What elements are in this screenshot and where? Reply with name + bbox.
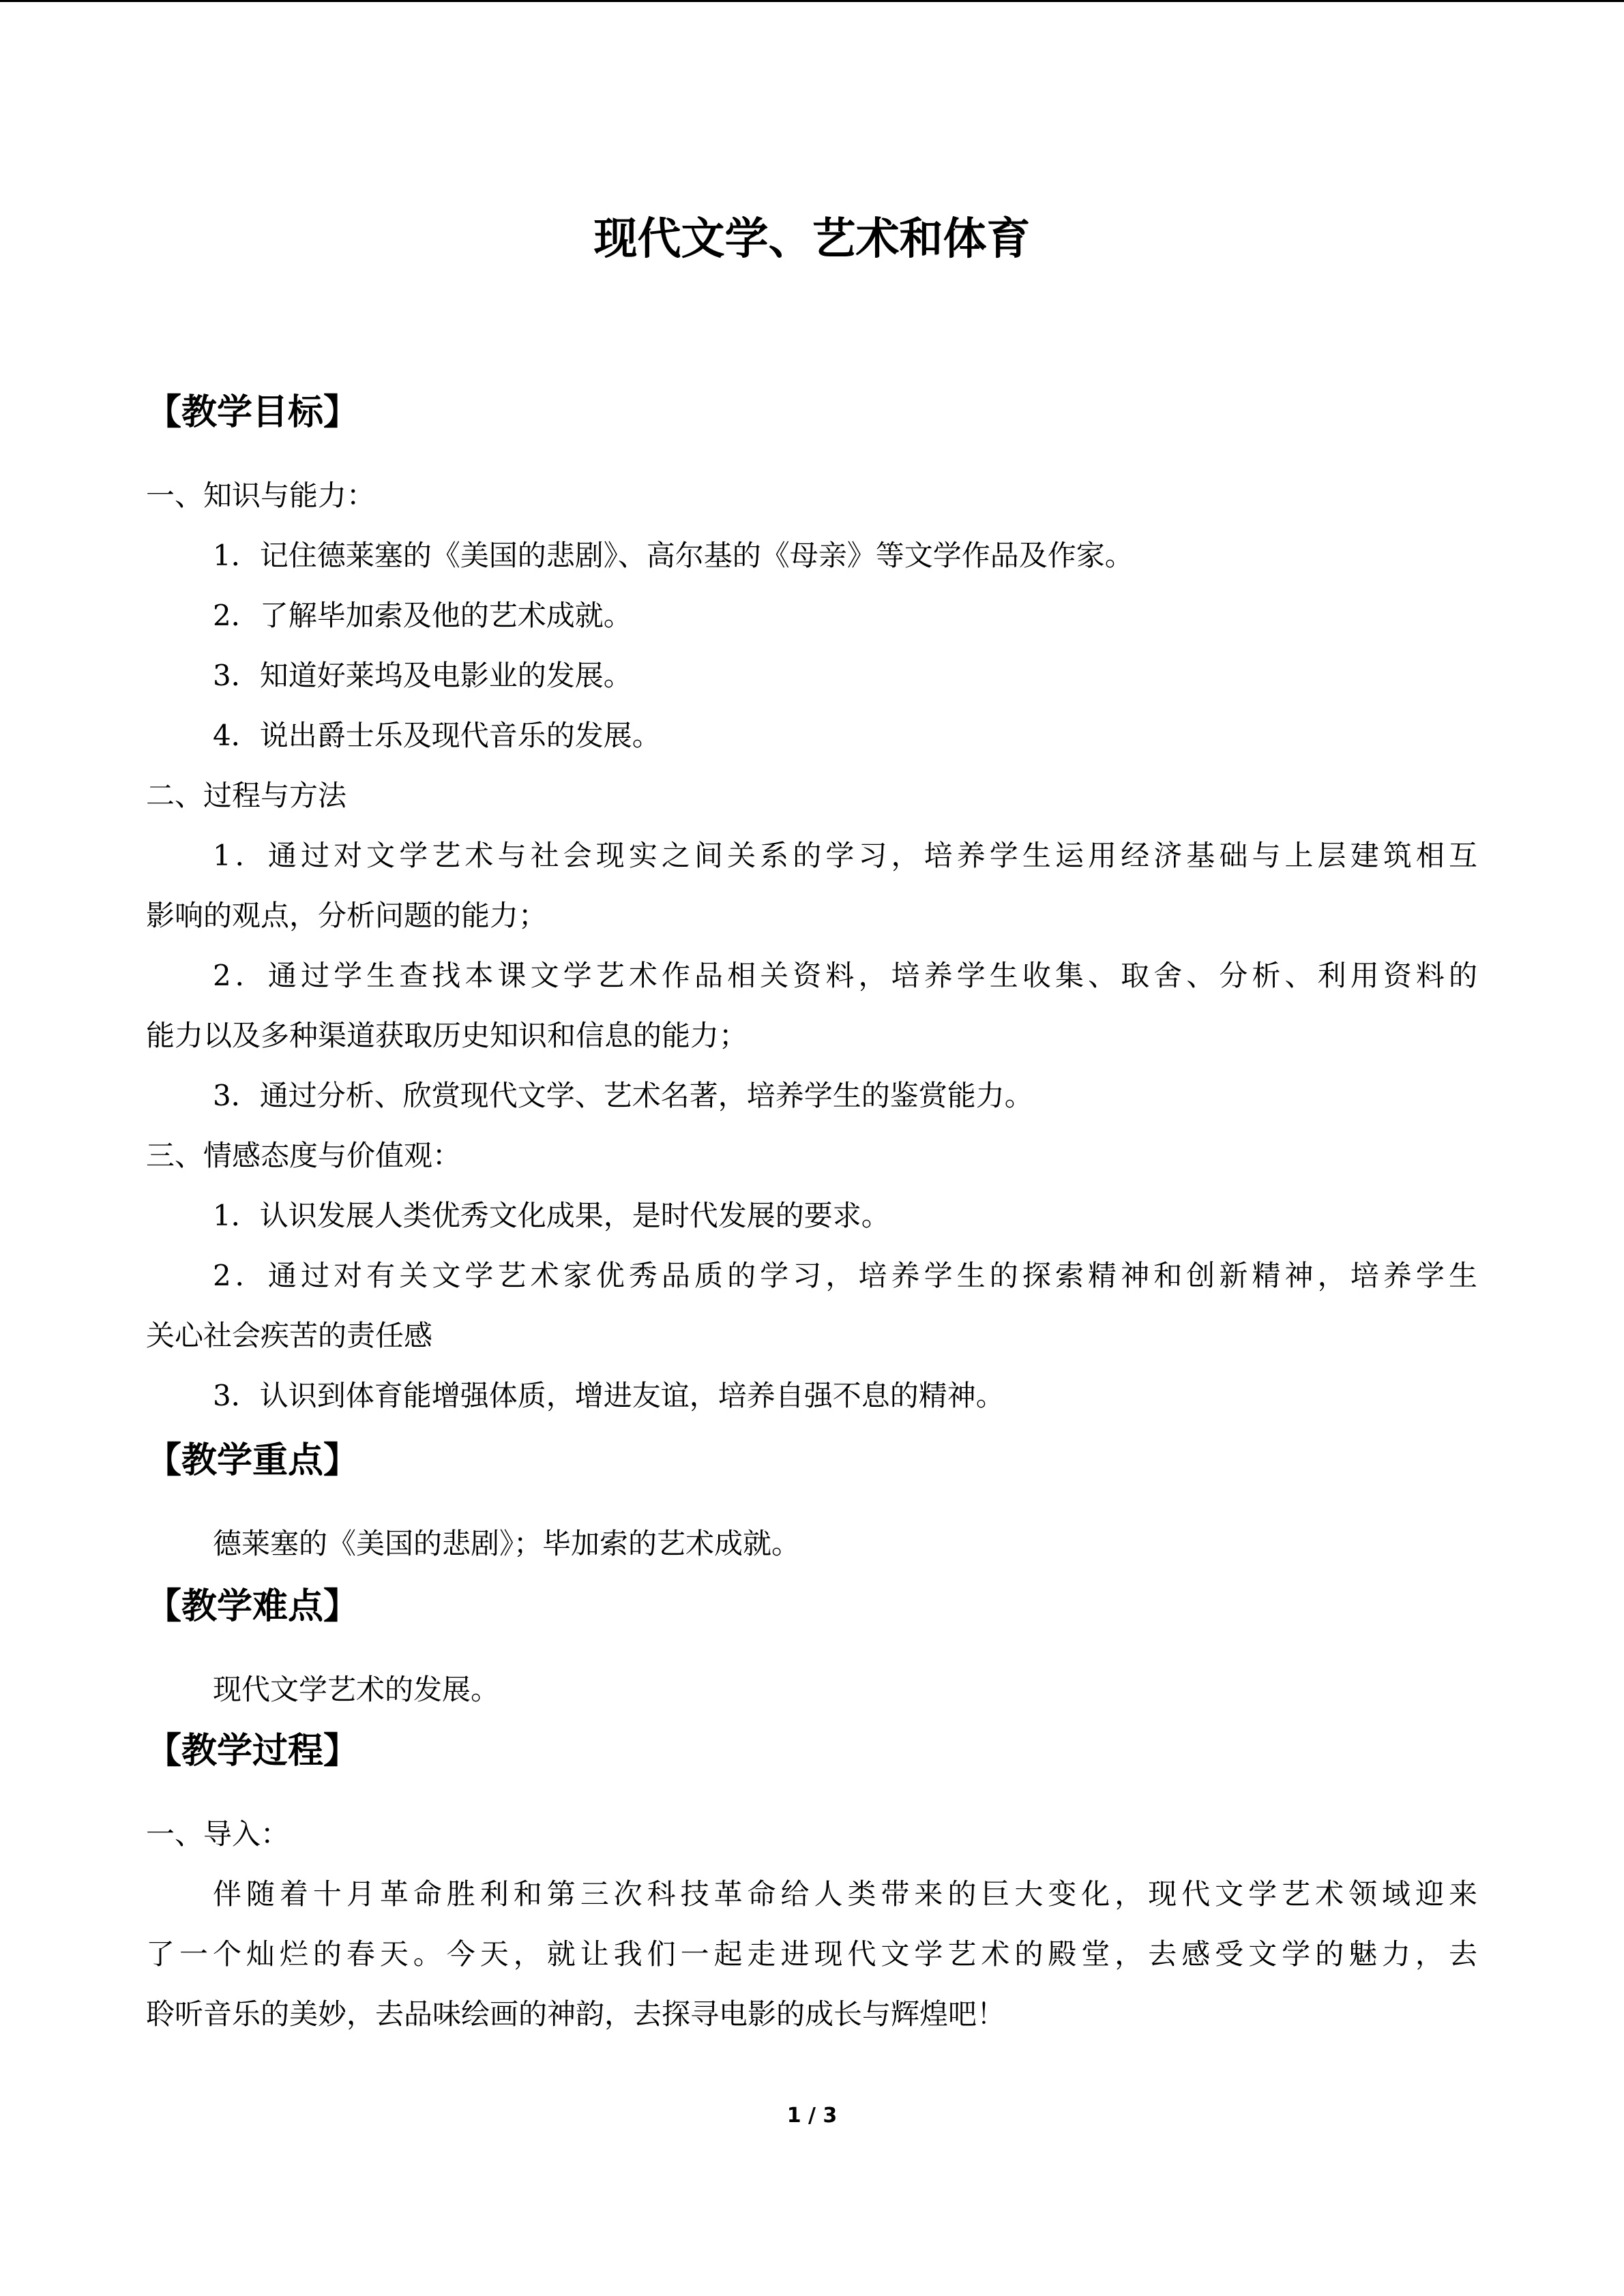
paragraph-line: 1．通过对文学艺术与社会现实之间关系的学习，培养学生运用经济基础与上层建筑相互 <box>213 839 1477 872</box>
paragraph-line: 2．通过学生查找本课文学艺术作品相关资料，培养学生收集、取舍、分析、利用资料的 <box>213 959 1477 992</box>
paragraph-line: 聆听音乐的美妙，去品味绘画的神韵，去探寻电影的成长与辉煌吧！ <box>146 1997 1006 2031</box>
subheading-process: 二、过程与方法 <box>146 779 347 812</box>
section-heading-difficulties: 【教学难点】 <box>146 1586 359 1627</box>
list-item: 1．认识发展人类优秀文化成果，是时代发展的要求。 <box>213 1199 890 1232</box>
paragraph-line: 2．通过对有关文学艺术家优秀品质的学习，培养学生的探索精神和创新精神，培养学生 <box>213 1259 1477 1292</box>
key-points-text: 德莱塞的《美国的悲剧》；毕加索的艺术成就。 <box>213 1527 801 1560</box>
list-item: 1．记住德莱塞的《美国的悲剧》、高尔基的《母亲》等文学作品及作家。 <box>213 539 1134 572</box>
section-heading-key-points: 【教学重点】 <box>146 1440 359 1481</box>
difficulties-text: 现代文学艺术的发展。 <box>213 1673 500 1706</box>
section-heading-process: 【教学过程】 <box>146 1731 359 1772</box>
section-heading-objectives: 【教学目标】 <box>146 392 359 433</box>
document-title: 现代文学、艺术和体育 <box>593 214 1031 265</box>
list-item: 3．认识到体育能增强体质，增进友谊，培养自强不息的精神。 <box>213 1379 1005 1412</box>
subheading-intro: 一、导入： <box>146 1817 290 1851</box>
list-item: 3．知道好莱坞及电影业的发展。 <box>213 659 632 692</box>
page-number: 1 / 3 <box>786 2104 838 2128</box>
list-item: 4．说出爵士乐及现代音乐的发展。 <box>213 719 661 752</box>
subheading-knowledge: 一、知识与能力： <box>146 479 376 512</box>
paragraph-line: 关心社会疾苦的责任感 <box>146 1319 433 1352</box>
list-item: 3．通过分析、欣赏现代文学、艺术名著，培养学生的鉴赏能力。 <box>213 1079 1033 1112</box>
paragraph-line: 影响的观点，分析问题的能力； <box>146 899 548 932</box>
list-item: 2．了解毕加索及他的艺术成就。 <box>213 599 632 632</box>
paragraph-line: 了一个灿烂的春天。今天，就让我们一起走进现代文学艺术的殿堂，去感受文学的魅力，去 <box>146 1937 1477 1971</box>
paragraph-line: 能力以及多种渠道获取历史知识和信息的能力； <box>146 1019 748 1052</box>
paragraph-line: 伴随着十月革命胜利和第三次科技革命给人类带来的巨大变化，现代文学艺术领域迎来 <box>213 1877 1477 1911</box>
subheading-values: 三、情感态度与价值观： <box>146 1139 462 1172</box>
